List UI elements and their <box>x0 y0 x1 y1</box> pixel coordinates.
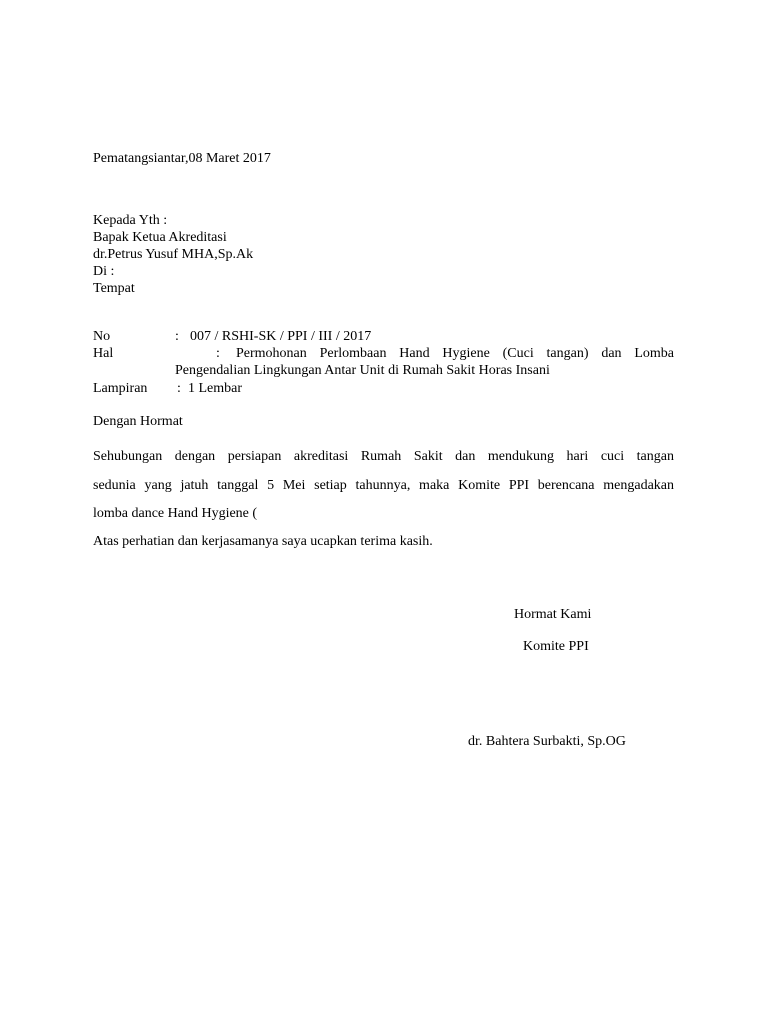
no-colon: : <box>175 329 179 344</box>
subject-colon: : <box>216 346 220 361</box>
thanks-line: Atas perhatian dan kerjasamanya saya ucapkan terima kasih. <box>93 534 433 549</box>
recipient-title: Bapak Ketua Akreditasi <box>93 230 227 245</box>
body-line-1: Sehubungan dengan persiapan akreditasi Rumah Sakit dan mendukung hari cuci tangan <box>93 449 674 464</box>
place-date: Pematangsiantar,08 Maret 2017 <box>93 151 271 166</box>
recipient-block <box>93 212 253 297</box>
subject-label: Hal <box>93 346 114 361</box>
recipient-di: Di : <box>93 264 115 279</box>
body-line-2: sedunia yang jatuh tanggal 5 Mei setiap tahunnya, maka Komite PPI berencana mengadakan <box>93 477 674 493</box>
subject-line-2: Pengendalian Lingkungan Antar Unit di Rumah Sakit Horas Insani <box>175 363 550 378</box>
recipient-greeting: Kepada Yth : <box>93 213 168 228</box>
subject-line-1: Permohonan Perlombaan Hand Hygiene (Cuci tangan) dan Lomba <box>236 346 674 361</box>
salutation: Dengan Hormat <box>93 414 183 429</box>
attachment-value: 1 Lembar <box>188 381 243 396</box>
letter-number: 007 / RSHI-SK / PPI / III / 2017 <box>190 329 372 344</box>
closing: Hormat Kami <box>514 607 592 622</box>
attachment-label: Lampiran <box>93 381 148 396</box>
body-paragraph <box>93 443 674 529</box>
recipient-place: Tempat <box>93 281 135 296</box>
no-label: No <box>93 329 111 344</box>
body-line-3: lomba dance Hand Hygiene ( <box>93 506 258 521</box>
committee-name: Komite PPI <box>523 639 589 654</box>
signer-name: dr. Bahtera Surbakti, Sp.OG <box>468 734 626 749</box>
recipient-name: dr.Petrus Yusuf MHA,Sp.Ak <box>93 247 254 262</box>
attachment-colon: : <box>177 381 181 396</box>
